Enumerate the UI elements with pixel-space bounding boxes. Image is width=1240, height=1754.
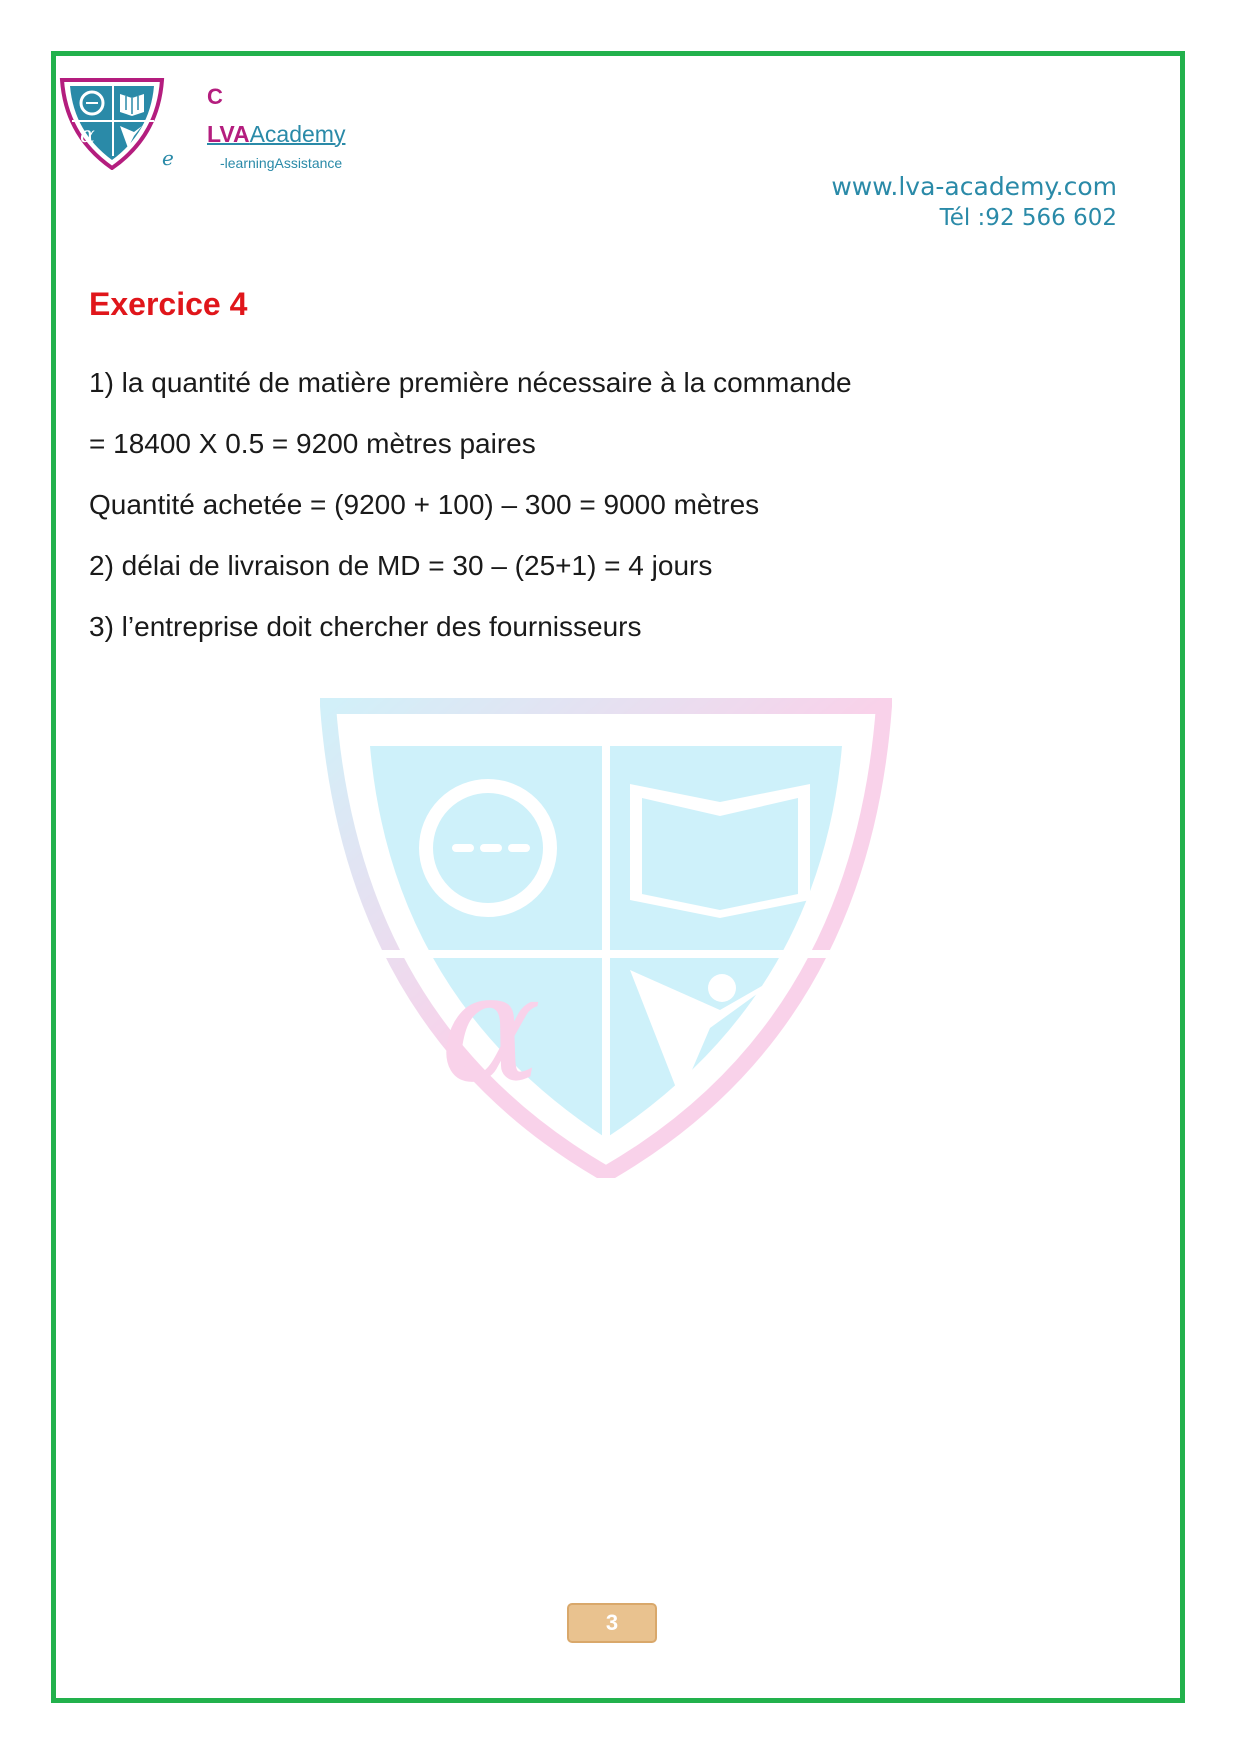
brand-letter: C (207, 84, 223, 109)
page-number: 3 (605, 1610, 619, 1635)
answer-line-2: = 18400 X 0.5 = 9200 mètres paires (89, 428, 536, 459)
page-number-badge (567, 1603, 657, 1643)
exercise-content (89, 278, 1129, 657)
contact-block (831, 170, 1117, 234)
brand-name (207, 121, 345, 148)
website-link[interactable]: www.lva-academy.com (831, 172, 1117, 201)
brand-lva: LVA (207, 121, 250, 147)
brand-tagline: -learningAssistance (220, 155, 343, 171)
answer-line-3: Quantité achetée = (9200 + 100) – 300 = 9000 mètres (89, 489, 760, 520)
logo-letter-e: e (162, 146, 174, 170)
lva-shield-logo-icon (58, 76, 166, 170)
answer-line-4: 2) délai de livraison de MD = 30 – (25+1) = 4 jours (89, 550, 713, 581)
exercise-title: Exercice 4 (89, 286, 248, 322)
answer-line-5: 3) l’entreprise doit chercher des fournisseurs (89, 611, 642, 642)
lva-shield-watermark-icon (320, 698, 892, 1178)
phone-number: Tél :92 566 602 (939, 205, 1117, 231)
brand-academy: Academy (249, 121, 346, 147)
answer-line-1: 1) la quantité de matière première nécessaire à la commande (89, 367, 852, 398)
svg-text:α: α (440, 942, 542, 1116)
svg-text:α: α (80, 123, 95, 148)
